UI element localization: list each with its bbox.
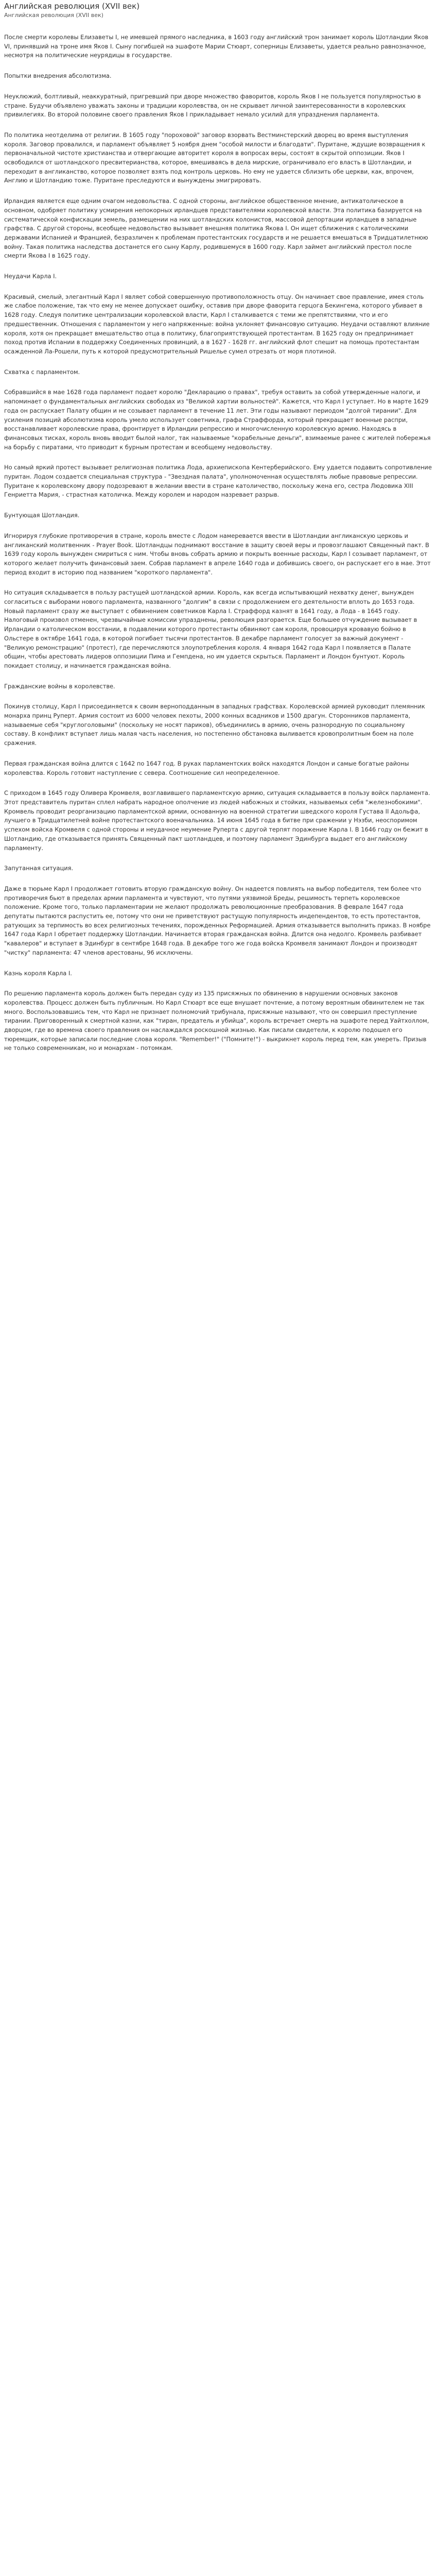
section-heading: Схватка с парламентом. [4,368,80,376]
section-heading: Запутанная ситуация. [4,865,74,872]
spacer [4,357,432,368]
paragraph: По политика неотделима от религии. В 1605 году "пороховой" заговор взорвать Вестминстерский дворец во время выступления короля. Заговор провалился, и парламент объявляет 5 ноября днем "особой милости и благодати". Пуритане, ждущие возвращения к первоначальной чистоте христианства и отвергающие авторитет короля в вопросах веры, состоят в скрытой оппозиции. Яков I освободился от шотландского пресвитерианства, которое, вмешиваясь в дела мирские, ограничивало его власть в Шотландии, и переходит в англиканство, которое позволяет взять под контроль церковь. Но ему не удается сблизить обе церкви, как, впрочем, Англию и Шотландию тоже. Пуритане преследуются и вынуждены эмигрировать. [4,131,426,184]
paragraph: Неуклюжий, болтливый, неаккуратный, пригревший при дворе множество фаворитов, король Яков I не пользуется популярностью в стране. Будучи объявлено уважать законы и традиции королевства, он не скрывает личной заинтересованности в королевских привилегиях. Во второй половине своего правления Яков I прикладывает немало усилий для упразднения парламента. [4,92,421,118]
paragraph: Но ситуация складывается в пользу растущей шотландской армии. Король, как всегда испытывающий нехватку денег, вынужден согласиться с выборами нового парламента, названного "долгим" в связи с продолжением его деятельности вплоть до 1653 года. Новый парламент сразу же выступает с обвинением советников Карла I. Страффорд казнят в 1641 году, а Лода - в 1645 году. Налоговый произвол отменен, чрезвычайные комиссии упразднены, революция разгорается. Еще большее отчуждение вызывает в Ирландии о католическом восстании, в подавлении которого протестанты обвиняют сам короля, провоцируя кровавую бойню в Ольстере в октябре 1641 года, в которой погибает тысячи протестантов. В декабре парламент голосует за важный документ - "Великую ремонстрацию" (протест), где перечисляются злоупотребления короля. 4 января 1642 года Карл I появляется в Палате общин, чтобы арестовать лидеров оппозиции Пима и Гемпдена, но им удается скрыться. Парламент и Лондон бунтуют. Король покидает столицу, и начинается гражданская война. [4,589,417,669]
spacer [4,60,432,72]
section-heading: Гражданские войны в королевстве. [4,682,115,690]
spacer [4,777,432,789]
spacer [4,520,432,532]
spacer [4,281,432,293]
article-title: Английская революция (XVII век) [4,2,140,11]
spacer [4,377,432,388]
paragraph: Первая гражданская война длится с 1642 по 1647 год. В руках парламентских войск находятся Лондон и самые богатые районы королевства. Король готовит наступление с севера. Соотношение сил неопределенное. [4,759,409,776]
paragraph: Даже в тюрьме Карл I продолжает готовить вторую гражданскую войну. Он надеется повлиять на выбор победителя, тем более что противоречия бьют в пределах армии парламента и чувствуют, что путями уязвимой Бреды, решимость терпеть королевское положение. Кроме того, только парламентарии не желают продолжать революционные преобразования. В феврале 1647 года депутаты пытаются распустить ее, потому что они не приветствуют растущую популярность индепендентов, то есть протестантов, ратующих за терпимость во всех религиозных течениях, порожденных Реформацией. Армия отказывается выполнить приказ. В ноябре 1647 года Карл I обретает поддержку Шотландии. Начинается вторая гражданская война. Длится она недолго. Кромвель разбивает "кавалеров" и вступает в Эдинбург в сентябре 1648 года. В декабре того же года войска Кромвеля занимают Лондон и производят "чистку" парламента: 47 членов арестованы, 96 исключены. [4,885,431,956]
section-heading: Бунтующая Шотландия. [4,512,80,519]
spacer [4,185,432,197]
spacer [4,978,432,989]
spacer [4,120,432,131]
section-heading: Казнь короля Карла I. [4,969,72,977]
paragraph: С приходом в 1645 году Оливера Кромвеля, возглавившего парламентскую армию, ситуация складывается в пользу войск парламента. Этот представитель пуритан сплел набрать народное ополчение из людей набожных и стойких, называемых себя "железнобокими". Кромвель проводит реорганизацию парламентской армии, основанную на военной стратегии шведского короля Густава II Адольфа, лучшего в Тридцатилетней войне протестантского военачальника. 14 июня 1645 года в битве при сражении у Нэзби, неоспоримом успехом войска Кромвеля с одной стороны и неудачное неумение Руперта с другой терпят поражение Карла I. В 1646 году он бежит в Шотландию, где отказывается принять Священный пакт шотландцев, и поэтому парламент Эдинбурга выдает его английскому парламенту. [4,789,430,852]
spacer [4,873,432,885]
paragraph: По решению парламента король должен быть передан суду из 135 присяжных по обвинению в нарушении основных законов королевства. Процесс должен быть публичным. Но Карл Стюарт все еще внушает почтение, а потому вероятным обвинителем не так много. Воспользовавшись тем, что Карл не признает полномочий трибунала, присяжные называют, что он совершил преступление тирании. Приговоренный к смертной казни, как "тиран, предатель и убийца", король встречает смерть на эшафоте перед Уайтхоллом, дворцом, где во времена своего правления он наслаждался роскошной жизнью. Как писали свидетели, к королю подошел его тюремщик, которые записали последние слова короля. "Remember!" ("Помните!") - выкрикнет король перед тем, как умереть. Призыв не только современникам, но и монархам - потомкам. [4,990,429,1052]
section-heading: Попытки внедрения абсолютизма. [4,72,112,80]
paragraph: Игнорируя глубокие противоречия в стране, король вместе с Лодом намеревается ввести в Шотландии англиканскую церковь и англиканский молитвенник - Prayer Book. Шотландцы поднимают восстание в защиту своей веры и провозглашают Священный пакт. В 1639 году король вынужден смириться с ним. Чтобы вновь собрать армию и покрыть военные расходы, Карл I созывает парламент, от которого желает получить финансовый заем. Собрав парламент в апреле 1640 года и добившись своего, он распускает его в мае. Этот период входит в историю под названием "короткого парламента". [4,532,431,576]
section-heading: Неудачи Карла I. [4,273,57,280]
paragraph: Но самый яркий протест вызывает религиозная политика Лода, архиепископа Кентерберийского. Ему удается подавить сопротивление пуритан. Лодом создается специальная структура - "Звездная палата", уполномоченная осуществлять любые правовые репрессии. Пуритане к королевскому двору подозревают в желании ввести в стране католичество, поскольку жена его, сестра Людовика XIII Генриетта Мария, - страстная католичка. Между королем и народом назревает разрыв. [4,464,432,499]
paragraph: Красивый, смелый, элегантный Карл I являет собой совершенную противоположность отцу. Он начинает свое правление, имея столь же слабое положение, так что ему не менее допускает ошибку, оставив при дворе фаворита герцога Бекингема, которого убивает в 1628 году. Следуя политике централизации королевской власти, Карл I сталкивается с теми же препятствиями, что и его предшественник. Отношения с парламентом у него напряженные: война уклоняет финансовую ситуацию. Неудачи оставляют влияние короля, хотя он прекращает вмешательство отца в политику, благоприятствующей протестантам. В 1625 году он предпринимает поход против Испании в поддержку Соединенных провинций, а в 1627 - 1628 гг. английский флот спешит на помощь протестантам осажденной Ла-Рошели, путь к которой предусмотрительный Ришелье сумел отрезать от моря плотиной. [4,293,430,355]
paragraph: Покинув столицу, Карл I присоединяется к своим верноподданным в западных графствах. Королевской армией руководит племянник монарха принц Руперт. Армия состоит из 6000 человек пехоты, 2000 конных всадников и 1500 драгун. Сторонников парламента, называемые себя "круглоголовыми" (поскольку не носят париков), объединились в армию, очень разнородную по социальному составу. В конфликт вступает лишь малая часть населения, но постепенно обстановка выливается кровопролитным боем на поле сражения. [4,703,425,747]
spacer [4,261,432,272]
article-body [4,33,432,1064]
spacer [4,958,432,969]
spacer [4,452,432,463]
spacer [4,22,432,33]
paragraph: Собравшийся в мае 1628 года парламент подает королю "Декларацию о правах", требуя оставить за собой утвержденные налоги, и напоминает о фундаментальных английских свободах из "Великой хартии вольностей". Кажется, что Карл I уступает. Но в марте 1629 года он распускает Палату общин и не созывает парламент в течение 11 лет. Эти годы называют периодом "долгой тирании". Для усиления позиций абсолютизма король умело использует советника, графа Страффорда, который прекращает военные распри, восстанавливает королевские права, фронтирует в Ирландии репрессию и многочисленную королевскую армию. Находясь в финансовых тисках, король вновь вводит былой налог, так называемые "корабельные деньги", взимаемые ранее с жителей побережья на борьбу с пиратами, что приводит к бурным протестам и всеобщему недовольству. [4,388,431,451]
paragraph: Ирландия является еще одним очагом недовольства. С одной стороны, английское общественное мнение, антикатолическое в основном, одобряет политику усмирения непокорных ирландцев представителями королевской власти. Эта политика базируется на систематической конфискации земель, размещении на них шотландских колонистов, массовой депортации ирландцев в западные графства. С другой стороны, всеобщее недовольство вызывает внешняя политика Якова I. Он ищет сближения с католическими державами Испанией и Францией, безразличен к проблемам протестантских государств и не решается вмешаться в Тридцатилетнюю войну. Такая политика наследства достанется его сыну Карлу, родившемуся в 1600 году. Карл займет английский престол после смерти Якова I в 1625 году. [4,197,428,260]
paragraph: После смерти королевы Елизаветы I, не имевшей прямого наследника, в 1603 году английский трон занимает король Шотландии Яков VI, принявший на троне имя Яков I. Сыну погибшей на эшафоте Марии Стюарт, соперницы Елизаветы, удается реально равнозначное, несмотря на политические неурядицы в государстве. [4,33,429,59]
spacer [4,1053,432,1064]
spacer [4,853,432,864]
article-page [0,0,436,1064]
spacer [4,748,432,759]
spacer [4,500,432,511]
spacer [4,577,432,588]
spacer [4,81,432,92]
spacer [4,691,432,702]
article-subtitle: Английская революция (XVII век) [4,12,103,19]
spacer [4,671,432,682]
